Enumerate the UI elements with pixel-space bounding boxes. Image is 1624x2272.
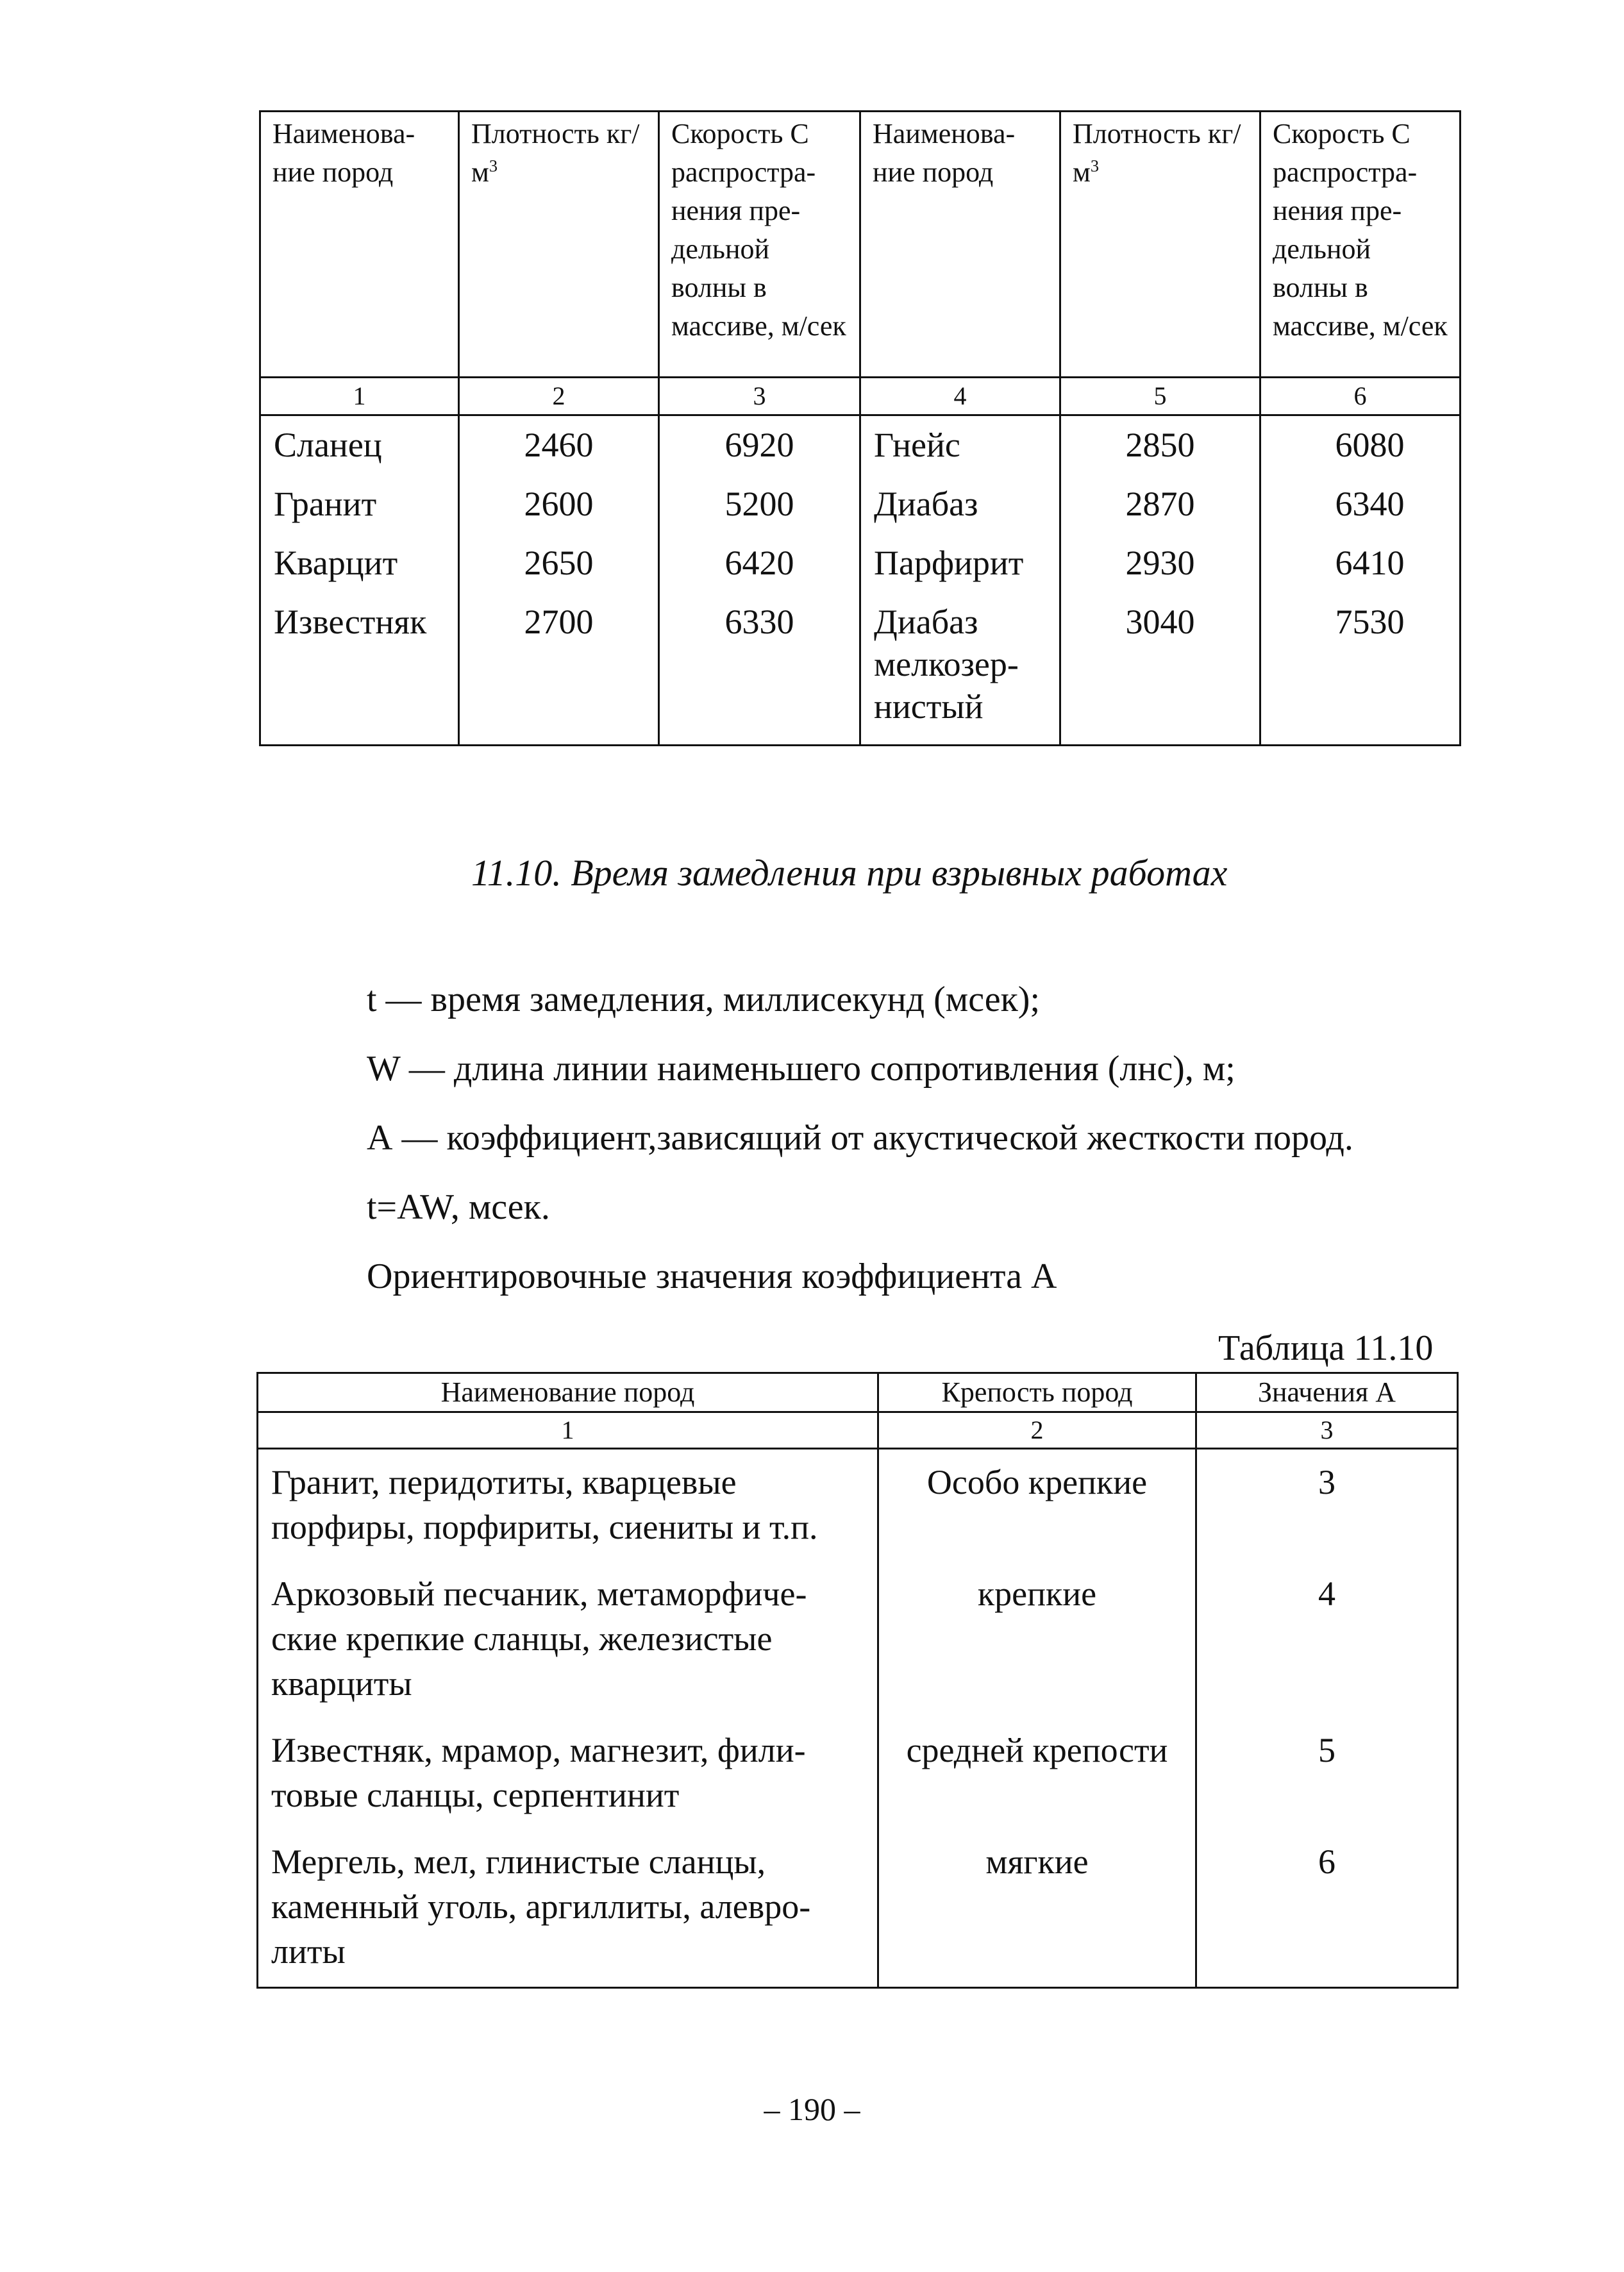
table-cell: 7530 (1260, 593, 1461, 746)
column-number: 2 (878, 1412, 1196, 1449)
table-row (258, 1449, 1458, 1562)
header-a-value: Значения А (1196, 1373, 1458, 1412)
table-cell: 6340 (1260, 475, 1461, 534)
table-cell: Особо крепкие (878, 1449, 1196, 1562)
table-cell: 6080 (1260, 415, 1461, 476)
table-cell: средней крепости (878, 1717, 1196, 1829)
table-cell: Известняк (260, 593, 459, 746)
table-cell: 2700 (459, 593, 659, 746)
table-row (258, 1829, 1458, 1988)
table-cell: 3040 (1060, 593, 1260, 746)
table-cell: крепкие (878, 1561, 1196, 1717)
definition-a: А — коэффициент,зависящий от акустической жесткости пород. (367, 1118, 1353, 1158)
table-cell: 2460 (459, 415, 659, 476)
table-cell: 2850 (1060, 415, 1260, 476)
table-cell: Мергель, мел, глинистые сланцы, каменный уголь, аргиллиты, алевро-литы (258, 1829, 878, 1988)
table-cell: 2870 (1060, 475, 1260, 534)
table-cell: Сланец (260, 415, 459, 476)
table-cell: 4 (1196, 1561, 1458, 1717)
table-cell: Диабаз (860, 475, 1060, 534)
table-cell: Кварцит (260, 534, 459, 593)
table-row (260, 475, 1461, 534)
table-cell: Гранит (260, 475, 459, 534)
page-number: – 190 – (764, 2091, 860, 2127)
formula: t=AW, мсек. (367, 1187, 550, 1227)
header-density-2: Плотность $кг/м^3$ (1060, 112, 1260, 378)
header-rock-strength: Крепость пород (878, 1373, 1196, 1412)
column-number: 2 (459, 378, 659, 415)
table-row (260, 534, 1461, 593)
column-number: 1 (260, 378, 459, 415)
density-unit-superscript: 3 (1090, 156, 1100, 176)
table-cell: 5200 (659, 475, 860, 534)
table-cell: 6920 (659, 415, 860, 476)
column-number: 5 (1060, 378, 1260, 415)
table-cell: Гранит, перидотиты, кварцевые порфиры, порфириты, сиениты и т.п. (258, 1449, 878, 1562)
table-row (258, 1717, 1458, 1829)
table-intro: Ориентировочные значения коэффициента А (367, 1257, 1057, 1296)
table-cell: Известняк, мрамор, магнезит, фили-товые сланцы, серпентинит (258, 1717, 878, 1829)
header-wave-speed-1: Скорость С распростра-нения пре-дельной волны в массиве, м/сек (659, 112, 860, 378)
definitions-text (367, 965, 1457, 1311)
table-row (260, 593, 1461, 746)
table-cell: Аркозовый песчаник, метаморфиче-ские крепкие сланцы, железистые кварциты (258, 1561, 878, 1717)
table-cell: 5 (1196, 1717, 1458, 1829)
table-cell: 2930 (1060, 534, 1260, 593)
table-cell: 2650 (459, 534, 659, 593)
table-caption: Таблица 11.10 (1218, 1328, 1434, 1368)
definition-t: t — время замедления, миллисекунд (мсек); (367, 980, 1040, 1019)
table-cell: Парфирит (860, 534, 1060, 593)
table-row (258, 1561, 1458, 1717)
coefficient-a-table (256, 1372, 1459, 1989)
table-cell: мягкие (878, 1829, 1196, 1988)
table-cell: 6330 (659, 593, 860, 746)
header-rock-name-1: Наименова-ние пород (260, 112, 459, 378)
table-cell: 6420 (659, 534, 860, 593)
table-cell: 3 (1196, 1449, 1458, 1562)
header-wave-speed-2: Скорость С распростра-нения пре-дельной волны в массиве, м/сек (1260, 112, 1461, 378)
section-title: 11.10. Время замедления при взрывных работах (471, 852, 1228, 894)
header-density-1: Плотность $кг/м^3$ (459, 112, 659, 378)
density-unit-superscript: 3 (489, 156, 498, 176)
column-number: 3 (659, 378, 860, 415)
column-number: 4 (860, 378, 1060, 415)
table-cell: 6 (1196, 1829, 1458, 1988)
column-number: 1 (258, 1412, 878, 1449)
column-number: 6 (1260, 378, 1461, 415)
table-cell: 2600 (459, 475, 659, 534)
header-rock-name: Наименование пород (258, 1373, 878, 1412)
definition-w: W — длина линии наименьшего сопротивления (лнс), м; (367, 1049, 1235, 1089)
table-cell: Диабаз мелкозер-нистый (860, 593, 1060, 746)
column-number: 3 (1196, 1412, 1458, 1449)
table-row (260, 415, 1461, 476)
table-cell: 6410 (1260, 534, 1461, 593)
table-cell: Гнейс (860, 415, 1060, 476)
header-rock-name-2: Наименова-ние пород (860, 112, 1060, 378)
rock-density-speed-table (259, 110, 1461, 746)
